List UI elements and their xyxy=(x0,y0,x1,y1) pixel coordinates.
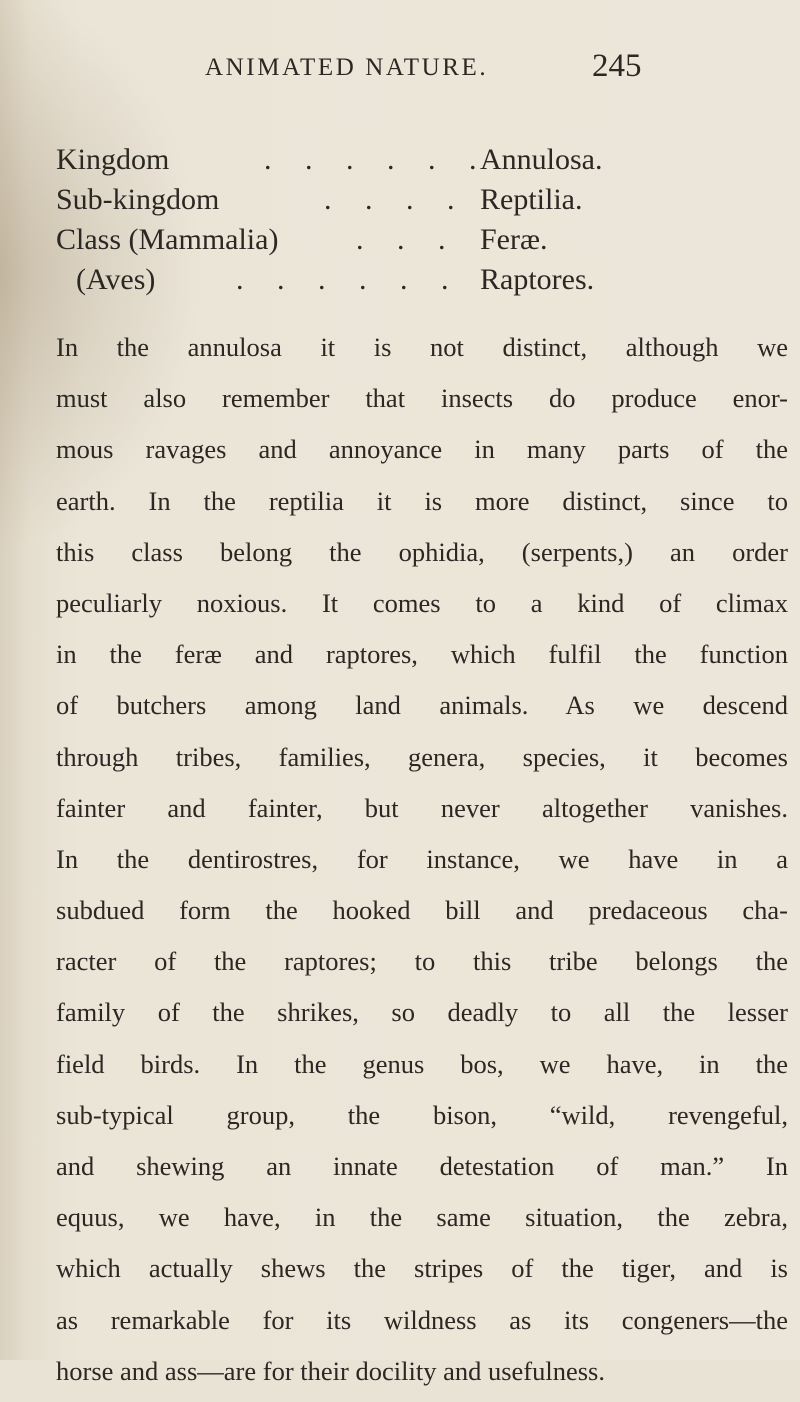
text-line: fainter and fainter, but never altogether vanishes. xyxy=(56,792,788,823)
taxonomy-row xyxy=(56,220,776,260)
taxonomy-rank: Class (Mammalia) xyxy=(56,223,279,256)
text-line: In the annulosa it is not distinct, although we xyxy=(56,332,788,362)
taxonomy-table xyxy=(56,140,776,300)
taxonomy-rank: Sub-kingdom xyxy=(56,183,220,216)
taxonomy-rank: (Aves) xyxy=(76,263,156,296)
leader-dots: . . . xyxy=(356,223,459,256)
text-line: equus, we have, in the same situation, the zebra, xyxy=(56,1202,788,1233)
taxonomy-row xyxy=(56,140,776,180)
text-line: peculiarly noxious. It comes to a kind of climax xyxy=(56,587,788,618)
leader-dots: . . . . . . xyxy=(236,263,462,296)
taxonomy-row xyxy=(56,180,776,220)
page-number: 245 xyxy=(592,48,642,84)
taxonomy-value: Annulosa. xyxy=(480,143,603,176)
text-line: horse and ass—are for their docility and usefulness. xyxy=(56,1355,605,1386)
text-line: field birds. In the genus bos, we have, in the xyxy=(56,1048,788,1079)
text-line: must also remember that insects do produce enor- xyxy=(56,383,788,414)
text-line: subdued form the hooked bill and predaceous cha- xyxy=(56,895,788,926)
text-line: as remarkable for its wildness as its congeners—the xyxy=(56,1304,788,1335)
taxonomy-rank: Kingdom xyxy=(56,143,170,176)
page-header xyxy=(0,48,800,94)
text-line: in the feræ and raptores, which fulfil the function xyxy=(56,639,788,670)
body-paragraph xyxy=(56,327,788,1402)
text-line: this class belong the ophidia, (serpents,) an order xyxy=(56,536,788,567)
taxonomy-value: Feræ. xyxy=(480,223,548,256)
text-line: sub-typical group, the bison, “wild, revengeful, xyxy=(56,1099,788,1130)
text-line: mous ravages and annoyance in many parts of the xyxy=(56,434,788,465)
leader-dots: . . . . . . xyxy=(264,143,490,176)
leader-dots: . . . . xyxy=(324,183,468,216)
text-line: and shewing an innate detestation of man.” In xyxy=(56,1151,788,1181)
text-line: through tribes, families, genera, species, it becomes xyxy=(56,741,788,772)
text-line: of butchers among land animals. As we descend xyxy=(56,690,788,721)
text-line: earth. In the reptilia it is more distinct, since to xyxy=(56,485,788,516)
taxonomy-row xyxy=(56,260,776,300)
text-line: family of the shrikes, so deadly to all the lesser xyxy=(56,997,788,1028)
taxonomy-value: Raptores. xyxy=(480,263,595,296)
running-title: ANIMATED NATURE. xyxy=(205,54,489,81)
text-line: racter of the raptores; to this tribe belongs the xyxy=(56,946,788,977)
text-line: which actually shews the stripes of the tiger, and is xyxy=(56,1253,788,1284)
text-line: In the dentirostres, for instance, we have in a xyxy=(56,843,788,874)
taxonomy-value: Reptilia. xyxy=(480,183,583,216)
